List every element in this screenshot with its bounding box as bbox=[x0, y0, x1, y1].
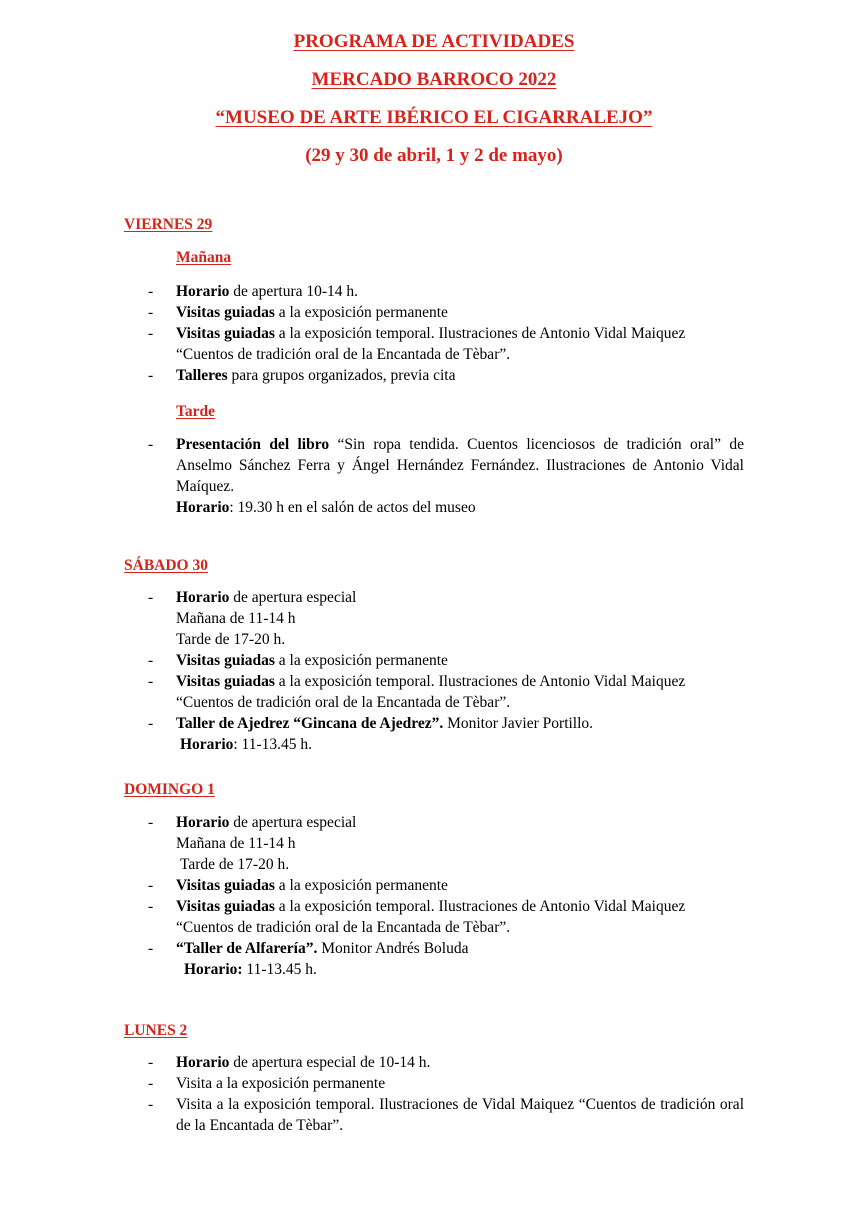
section-label-manana: Mañana bbox=[176, 249, 232, 266]
document-header bbox=[0, 30, 868, 168]
list-domingo bbox=[0, 812, 868, 980]
day-heading-lunes: LUNES 2 bbox=[124, 1022, 188, 1039]
section-label-tarde: Tarde bbox=[176, 403, 216, 420]
list-item: - Visita a la exposición permanente bbox=[148, 1075, 386, 1092]
list-item: - Horario de apertura especial Mañana de 11-14 h Tarde de 17-20 h. bbox=[148, 814, 357, 873]
list-item: - Taller de Ajedrez “Gincana de Ajedrez”. Monitor Javier Portillo. Horario: 11-13.45 h. bbox=[148, 715, 594, 753]
list-item: - Visitas guiadas a la exposición temporal. Ilustraciones de Antonio Vidal Maiquez “Cuentos de tradición oral de la Encantada de Tèbar”. bbox=[148, 898, 686, 936]
header-dates: (29 y 30 de abril, 1 y 2 de mayo) bbox=[305, 145, 563, 166]
list-item: - “Taller de Alfarería”. Monitor Andrés Boluda Horario: 11-13.45 h. bbox=[148, 940, 469, 978]
list-item: - Visitas guiadas a la exposición temporal. Ilustraciones de Antonio Vidal Maiquez “Cuentos de tradición oral de la Encantada de Tèbar”. bbox=[148, 673, 686, 711]
day-heading-sabado: SÁBADO 30 bbox=[124, 557, 208, 574]
header-title-1: PROGRAMA DE ACTIVIDADES bbox=[293, 31, 575, 52]
list-item: - Presentación del libro “Sin ropa tendida. Cuentos licenciosos de tradición oral” de Anselmo Sánchez Ferra y Ángel Hernández Fernández. Ilustraciones de Antonio Vidal Maíquez. Horario: 19.30 h en el salón de actos del museo bbox=[148, 436, 744, 516]
list-item: - Horario de apertura 10-14 h. bbox=[148, 283, 359, 300]
header-title-3: “MUSEO DE ARTE IBÉRICO EL CIGARRALEJO” bbox=[215, 107, 653, 128]
list-item: - Visita a la exposición temporal. Ilustraciones de Vidal Maiquez “Cuentos de tradición oral de la Encantada de Tèbar”. bbox=[148, 1096, 744, 1134]
day-heading-viernes: VIERNES 29 bbox=[124, 216, 213, 233]
list-item: - Horario de apertura especial Mañana de 11-14 h Tarde de 17-20 h. bbox=[148, 589, 357, 648]
list-item: - Horario de apertura especial de 10-14 h. bbox=[148, 1054, 431, 1071]
list-viernes-manana bbox=[0, 281, 868, 386]
list-item: - Talleres para grupos organizados, previa cita bbox=[148, 367, 456, 384]
list-item: - Visitas guiadas a la exposición permanente bbox=[148, 877, 448, 894]
list-viernes-tarde bbox=[0, 434, 868, 518]
list-item: - Visitas guiadas a la exposición permanente bbox=[148, 304, 448, 321]
list-item: - Visitas guiadas a la exposición temporal. Ilustraciones de Antonio Vidal Maiquez “Cuentos de tradición oral de la Encantada de Tèbar”. bbox=[148, 325, 686, 363]
list-lunes bbox=[0, 1052, 868, 1136]
day-heading-domingo: DOMINGO 1 bbox=[124, 781, 215, 798]
list-sabado bbox=[0, 587, 868, 755]
list-item: - Visitas guiadas a la exposición permanente bbox=[148, 652, 448, 669]
header-title-2: MERCADO BARROCO 2022 bbox=[311, 69, 557, 90]
